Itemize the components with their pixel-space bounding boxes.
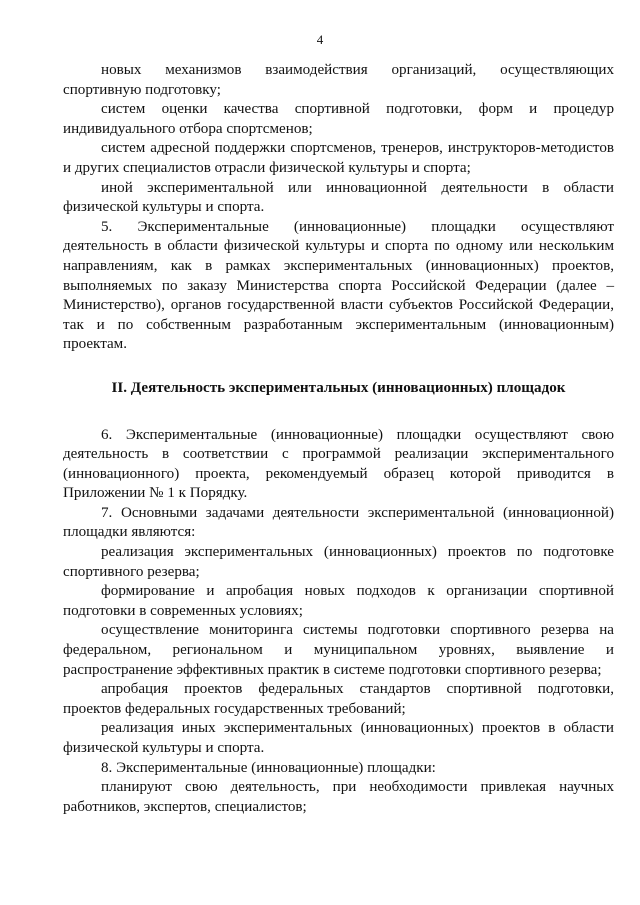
paragraph: иной экспериментальной или инновационной деятельности в области физической культуры и спорта.	[63, 179, 614, 216]
paragraph: апробация проектов федеральных стандартов спортивной подготовки, проектов федеральных государственных требований;	[63, 681, 614, 717]
paragraph-item-5: 5. Экспериментальные (инновационные) площадки осуществляют деятельность в области физической культуры и спорта по одному или нескольким направлениям, как в рамках экспериментальных (инновационных) проектов, выполняемых по заказу Министерства спорта Российской Федерации (далее – Министерство), органов государственной власти субъектов Российской Федерации, так и по собственным разработанным экспериментальным (инновационным) проектам.	[63, 218, 614, 353]
document-body	[63, 61, 614, 817]
page-number: 4	[316, 32, 324, 47]
paragraph-item-8: 8. Экспериментальные (инновационные) площадки:	[101, 759, 436, 776]
paragraph: формирование и апробация новых подходов к организации спортивной подготовки в современных условиях;	[63, 583, 614, 619]
paragraph: осуществление мониторинга системы подготовки спортивного резерва на федеральном, региональном и муниципальном уровнях, выявление и распространение эффективных практик в системе подготовки спортивного резерва;	[63, 622, 614, 678]
section-heading: II. Деятельность экспериментальных (инновационных) площадок	[111, 379, 566, 396]
paragraph: реализация иных экспериментальных (инновационных) проектов в области физической культуры и спорта.	[63, 720, 614, 756]
paragraph-item-6: 6. Экспериментальные (инновационные) площадки осуществляют свою деятельность в соответствии с программой реализации экспериментального (инновационного) проекта, рекомендуемый образец которой приводится в Приложении № 1 к Порядку.	[63, 426, 614, 502]
paragraph: реализация экспериментальных (инновационных) проектов по подготовке спортивного резерва;	[63, 544, 614, 580]
paragraph-item-7: 7. Основными задачами деятельности экспериментальной (инновационной) площадки являются:	[63, 504, 614, 541]
paragraph: планируют свою деятельность, при необходимости привлекая научных работников, экспертов, специалистов;	[63, 779, 614, 815]
paragraph: новых механизмов взаимодействия организаций, осуществляющих спортивную подготовку;	[63, 62, 614, 98]
paragraph: систем адресной поддержки спортсменов, тренеров, инструкторов-методистов и других специалистов отрасли физической культуры и спорта;	[63, 140, 614, 176]
paragraph: систем оценки качества спортивной подготовки, форм и процедур индивидуального отбора спортсменов;	[63, 101, 614, 137]
